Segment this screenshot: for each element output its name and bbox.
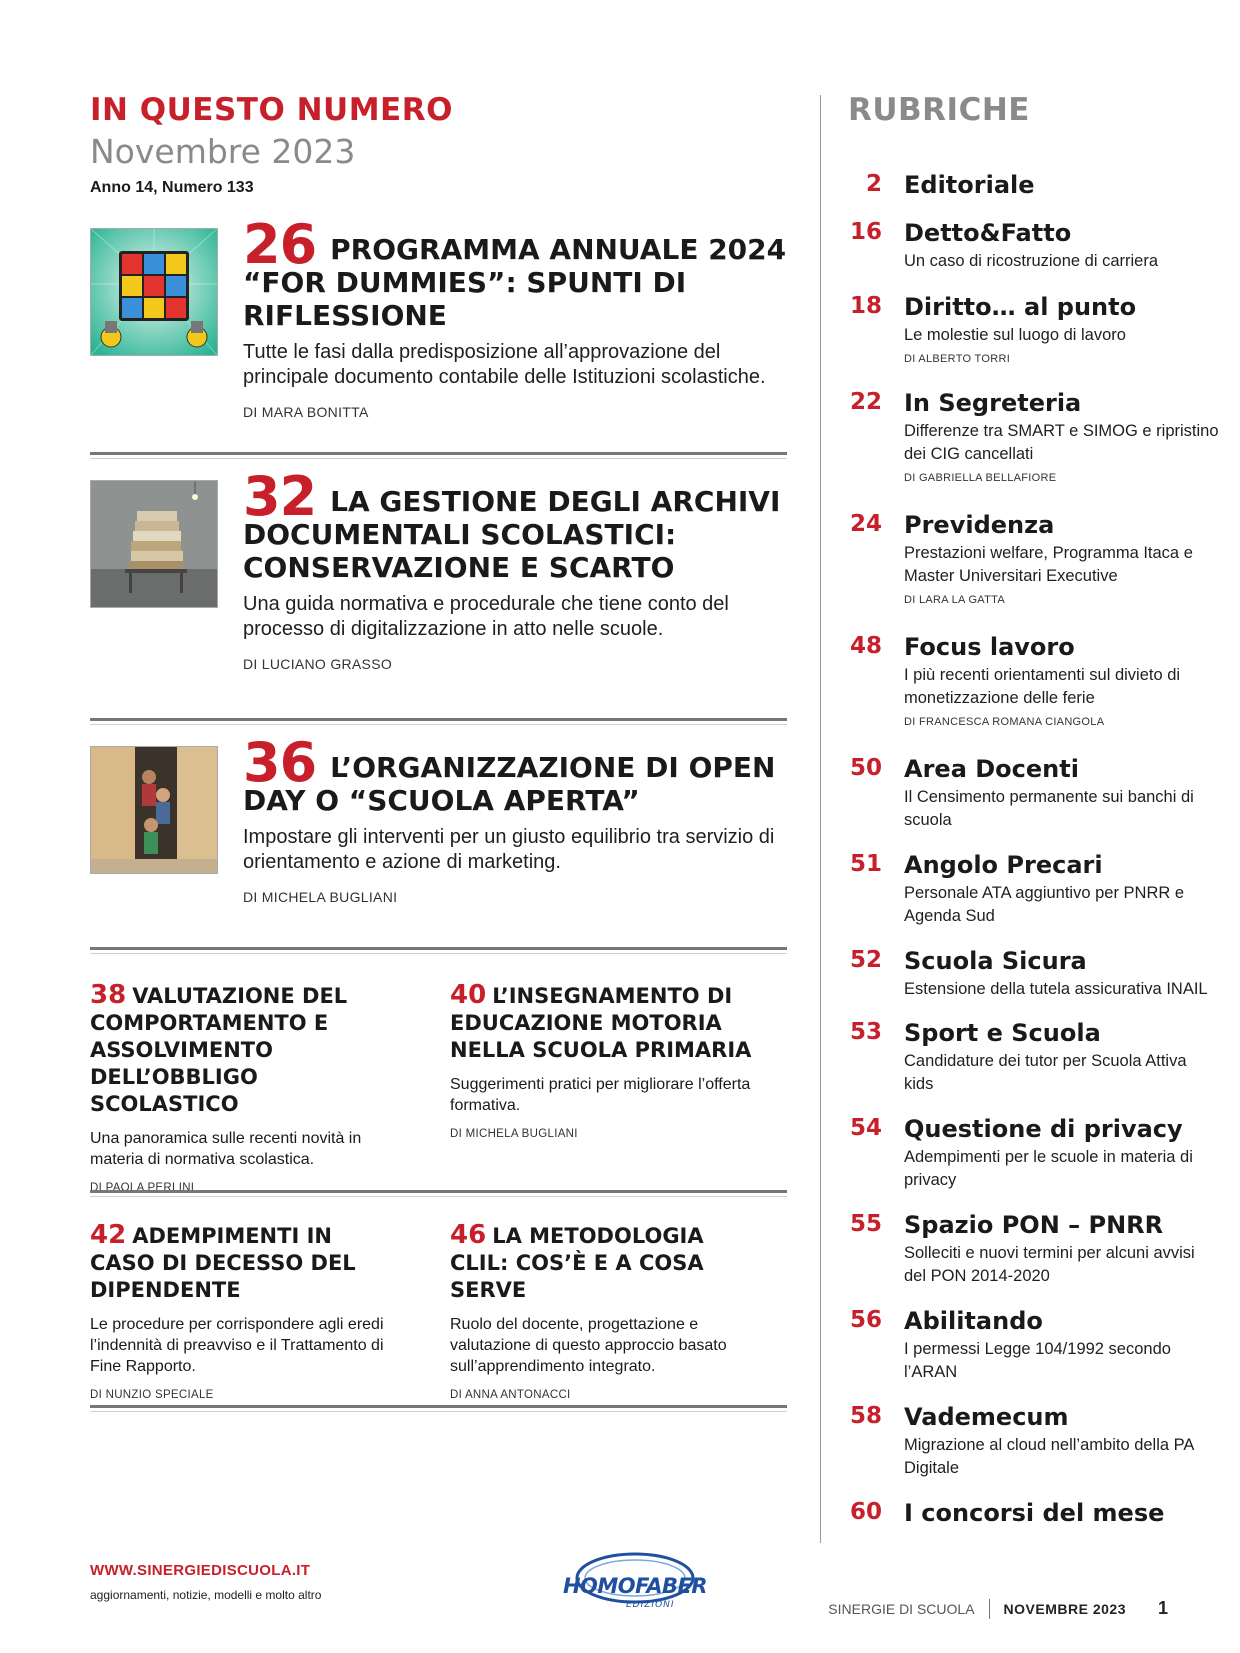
page-number: 40: [450, 980, 487, 1010]
publisher-logo: [560, 1548, 710, 1618]
feature-description: Una guida normativa e procedurale che tiene conto del processo di digitalizzazione in atto nelle scuole.: [243, 593, 729, 640]
rubric-description: Solleciti e nuovi termini per alcuni avvisi del PON 2014-2020: [904, 1244, 1195, 1285]
feature-article[interactable]: [90, 213, 790, 428]
rubric-description: Un caso di ricostruzione di carriera: [904, 252, 1159, 270]
page-number: 42: [90, 1220, 127, 1250]
feature-image-paper-stack: [90, 480, 218, 608]
rubric-author: DI GABRIELLA BELLAFIORE: [904, 472, 1057, 484]
small-article-description: Una panoramica sulle recenti novità in materia di normativa scolastica.: [90, 1130, 362, 1168]
feature-image-children-door: [90, 746, 218, 874]
rubric-author: DI ALBERTO TORRI: [904, 353, 1011, 365]
rubric-name: Sport e Scuola: [904, 1019, 1101, 1047]
page-number: 51: [849, 851, 882, 877]
rubric-description: I più recenti orientamenti sul divieto di monetizzazione delle ferie: [904, 666, 1181, 707]
rubric-name: Vademecum: [904, 1403, 1069, 1431]
rubric-description: Il Censimento permanente sui banchi di scuola: [904, 788, 1194, 829]
logo-subtitle: EDIZIONI: [626, 1600, 675, 1610]
feature-title: [243, 465, 790, 584]
feature-headline: PROGRAMMA ANNUALE 2024 “FOR DUMMIES”: SPUNTI DI RIFLESSIONE: [243, 233, 787, 332]
page-number: 56: [849, 1307, 882, 1333]
rubric-name: Area Docenti: [904, 755, 1079, 783]
rubric-name: Previdenza: [904, 511, 1055, 539]
page-number: 26: [243, 213, 317, 276]
page-folio: [828, 1598, 1168, 1619]
small-article[interactable]: [450, 982, 760, 1140]
page-number: 46: [450, 1220, 487, 1250]
small-article-headline: LA METODOLOGIA CLIL: COS’È E A COSA SERVE: [450, 1224, 704, 1302]
issue-header: [90, 92, 453, 197]
logo-wordmark: HOMOFABER: [562, 1574, 708, 1598]
small-article-title: [90, 1222, 400, 1304]
small-article-headline: L’INSEGNAMENTO DI EDUCAZIONE MOTORIA NELLA SCUOLA PRIMARIA: [450, 984, 752, 1062]
small-article-author: DI NUNZIO SPECIALE: [90, 1389, 214, 1401]
feature-headline: L’ORGANIZZAZIONE DI OPEN DAY O “SCUOLA APERTA”: [243, 751, 776, 817]
feature-image-rubiks-cube: [90, 228, 218, 356]
small-article-title: [450, 1222, 760, 1304]
page-number: 36: [243, 731, 317, 794]
rubric-description: Personale ATA aggiuntivo per PNRR e Agenda Sud: [904, 884, 1185, 925]
feature-author: DI MICHELA BUGLIANI: [243, 889, 398, 905]
small-article-author: DI ANNA ANTONACCI: [450, 1389, 571, 1401]
small-article-title: [450, 982, 760, 1064]
page-number: 24: [849, 511, 882, 537]
small-article-author: DI PAOLA PERLINI: [90, 1182, 195, 1194]
rubriche-heading: RUBRICHE: [848, 92, 1030, 128]
page-number: 58: [849, 1403, 882, 1429]
small-article-description: Suggerimenti pratici per migliorare l’offerta formativa.: [450, 1076, 751, 1114]
page-number: 53: [849, 1019, 882, 1045]
page-number: 60: [849, 1499, 882, 1525]
rubric-name: I concorsi del mese: [904, 1499, 1165, 1527]
page-number: 50: [849, 755, 882, 781]
rubric-name: Editoriale: [904, 171, 1035, 199]
feature-title: [243, 731, 790, 817]
rubric-description: Adempimenti per le scuole in materia di privacy: [904, 1148, 1193, 1189]
section-divider: [90, 718, 787, 721]
page-number: 22: [849, 389, 882, 415]
small-article-description: Ruolo del docente, progettazione e valutazione di questo approccio basato sull’apprendimento integrato.: [450, 1316, 727, 1375]
page-number: 32: [243, 465, 317, 528]
rubric-description: Estensione della tutela assicurativa INAIL: [904, 980, 1208, 998]
feature-description: Impostare gli interventi per un giusto equilibrio tra servizio di orientamento e azione di marketing.: [243, 826, 775, 873]
website-link[interactable]: WWW.SINERGIEDISCUOLA.IT: [90, 1562, 311, 1579]
feature-title: [243, 213, 790, 332]
rubric-name: Focus lavoro: [904, 633, 1075, 661]
folio-page-number: 1: [1157, 1598, 1168, 1618]
rubric-description: I permessi Legge 104/1992 secondo l’ARAN: [904, 1340, 1171, 1381]
rubric-name: Angolo Precari: [904, 851, 1103, 879]
rubric-description: Prestazioni welfare, Programma Itaca e Master Universitari Executive: [904, 544, 1193, 585]
small-article-headline: VALUTAZIONE DEL COMPORTAMENTO E ASSOLVIMENTO DELL’OBBLIGO SCOLASTICO: [90, 984, 348, 1116]
feature-article[interactable]: [90, 465, 790, 680]
rubric-author: DI FRANCESCA ROMANA CIANGOLA: [904, 716, 1105, 728]
section-divider: [90, 947, 787, 950]
section-divider: [90, 1405, 787, 1408]
rubric-name: Spazio PON – PNRR: [904, 1211, 1164, 1239]
small-article-headline: ADEMPIMENTI IN CASO DI DECESSO DEL DIPENDENTE: [90, 1224, 356, 1302]
page-number: 2: [865, 171, 882, 197]
issue-month: Novembre 2023: [90, 132, 356, 171]
page-number: 48: [849, 633, 882, 659]
small-article[interactable]: [90, 1222, 400, 1401]
rubric-name: Diritto… al punto: [904, 293, 1137, 321]
rubric-author: DI LARA LA GATTA: [904, 594, 1005, 606]
rubric-name: Scuola Sicura: [904, 947, 1087, 975]
magazine-name: SINERGIE DI SCUOLA: [828, 1600, 975, 1617]
rubric-name: Questione di privacy: [904, 1115, 1183, 1143]
feature-headline: LA GESTIONE DEGLI ARCHIVI DOCUMENTALI SCOLASTICI: CONSERVAZIONE E SCARTO: [243, 485, 781, 584]
section-kicker: IN QUESTO NUMERO: [90, 92, 453, 128]
issue-number: Anno 14, Numero 133: [90, 179, 254, 196]
small-article[interactable]: [90, 982, 400, 1194]
page-number: 55: [849, 1211, 882, 1237]
feature-author: DI LUCIANO GRASSO: [243, 656, 393, 672]
rubric-description: Differenze tra SMART e SIMOG e ripristino dei CIG cancellati: [904, 422, 1219, 463]
column-divider: [820, 95, 821, 1543]
small-article[interactable]: [450, 1222, 760, 1401]
page-number: 52: [849, 947, 882, 973]
page-number: 16: [849, 219, 882, 245]
page-number: 38: [90, 980, 127, 1010]
feature-article[interactable]: [90, 731, 790, 946]
page-number: 54: [849, 1115, 882, 1141]
feature-author: DI MARA BONITTA: [243, 404, 369, 420]
rubric-name: In Segreteria: [904, 389, 1082, 417]
section-divider: [90, 1190, 787, 1193]
footer-tagline: aggiornamenti, notizie, modelli e molto altro: [90, 1588, 322, 1602]
section-divider: [90, 452, 787, 455]
small-article-title: [90, 982, 400, 1118]
folio-month: NOVEMBRE 2023: [1003, 1600, 1126, 1617]
rubric-description: Le molestie sul luogo di lavoro: [904, 326, 1126, 344]
rubric-description: Migrazione al cloud nell’ambito della PA Digitale: [904, 1436, 1194, 1477]
page-number: 18: [849, 293, 882, 319]
feature-description: Tutte le fasi dalla predisposizione all’approvazione del principale documento contabile delle Istituzioni scolastiche.: [243, 341, 766, 388]
folio-separator: [989, 1599, 990, 1619]
rubric-name: Detto&Fatto: [904, 219, 1072, 247]
rubric-description: Candidature dei tutor per Scuola Attiva kids: [904, 1052, 1187, 1093]
rubric-name: Abilitando: [904, 1307, 1043, 1335]
small-article-author: DI MICHELA BUGLIANI: [450, 1128, 578, 1140]
small-article-description: Le procedure per corrispondere agli eredi l’indennità di preavviso e il Trattamento di Fine Rapporto.: [90, 1316, 384, 1375]
